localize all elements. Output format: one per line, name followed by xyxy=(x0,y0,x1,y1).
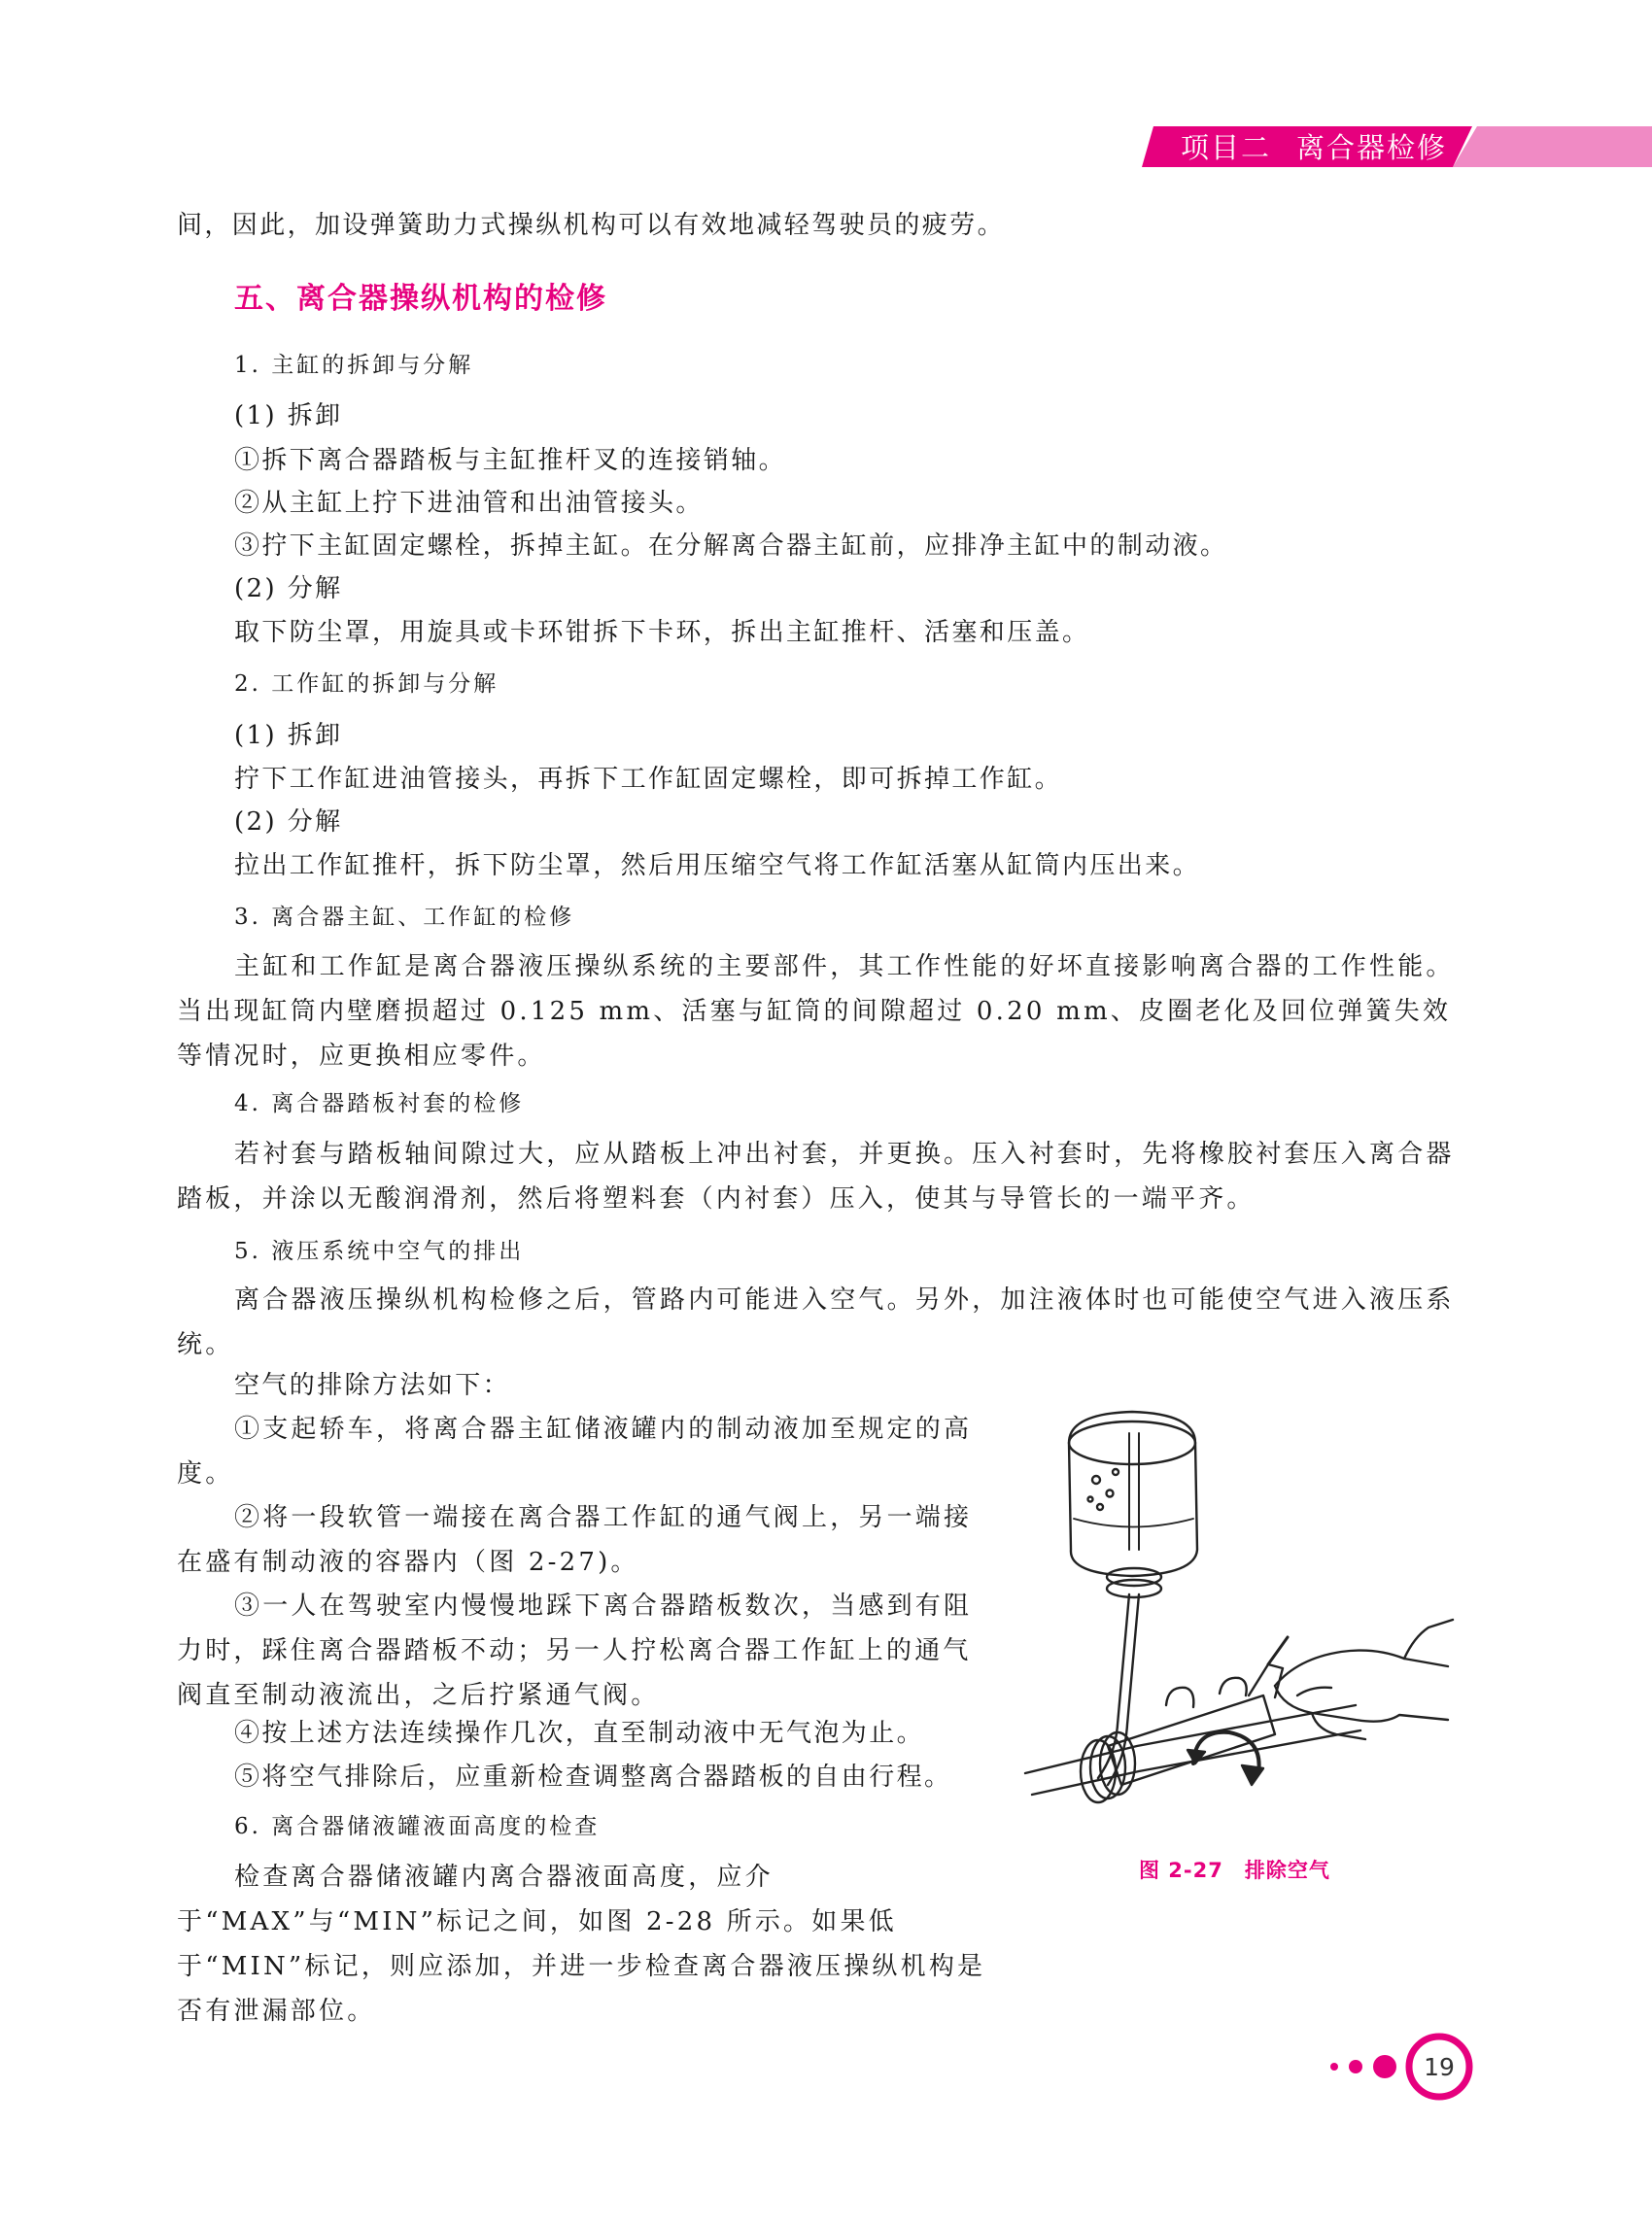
s2-sub1: (1) 拆卸 xyxy=(234,721,343,750)
bleeding-air-illustration xyxy=(1020,1404,1458,1836)
chapter-label: 项目二 xyxy=(1181,131,1272,164)
chapter-header-title xyxy=(1181,128,1447,167)
s3-heading: 3. 离合器主缸、工作缸的检修 xyxy=(234,905,575,930)
section-title: 五、离合器操纵机构的检修 xyxy=(234,282,607,316)
s1-sub2: (2) 分解 xyxy=(234,574,343,603)
s1-heading: 1. 主缸的拆卸与分解 xyxy=(234,353,474,378)
s6-heading: 6. 离合器储液罐液面高度的检查 xyxy=(234,1814,601,1839)
s1-step2: ②从主缸上拧下进油管和出油管接头。 xyxy=(234,489,704,518)
s1-step3: ③拧下主缸固定螺栓，拆掉主缸。在分解离合器主缸前，应排净主缸中的制动液。 xyxy=(234,531,1228,561)
s3-paragraph: 主缸和工作缸是离合器液压操纵系统的主要部件，其工作性能的好坏直接影响离合器的工作性能。当出现缸筒内壁磨损超过 0.125 mm、活塞与缸筒的间隙超过 0.20 mm、皮圈老化及回位弹簧失效等情况时，应更换相应零件。 xyxy=(177,952,1455,1071)
s5-step4: ④按上述方法连续操作几次，直至制动液中无气泡为止。 xyxy=(234,1719,925,1748)
s5-step5: ⑤将空气排除后，应重新检查调整离合器踏板的自由行程。 xyxy=(234,1763,952,1792)
s5-intro: 空气的排除方法如下： xyxy=(234,1371,511,1400)
s4-heading: 4. 离合器踏板衬套的检修 xyxy=(234,1091,525,1116)
s1-sub1: (1) 拆卸 xyxy=(234,401,343,430)
s6-paragraph: 检查离合器储液罐内离合器液面高度，应介于“MAX”与“MIN”标记之间，如图 2-28 所示。如果低于“MIN”标记，则应添加，并进一步检查离合器液压操纵机构是否有泄漏部位。 xyxy=(177,1863,986,2026)
figure-caption: 图 2-27 排除空气 xyxy=(1139,1859,1330,1882)
s5-step3: ③一人在驾驶室内慢慢地踩下离合器踏板数次，当感到有阻力时，踩住离合器踏板不动；另一人拧松离合器工作缸上的通气阀直至制动液流出，之后拧紧通气阀。 xyxy=(177,1592,973,1710)
intro-line: 间，因此，加设弹簧助力式操纵机构可以有效地减轻驾驶员的疲劳。 xyxy=(177,211,1006,240)
page-number: 19 xyxy=(1424,2053,1455,2081)
s4-paragraph: 若衬套与踏板轴间隙过大，应从踏板上冲出衬套，并更换。压入衬套时，先将橡胶衬套压入离合器踏板，并涂以无酸润滑剂，然后将塑料套（内衬套）压入，使其与导管长的一端平齐。 xyxy=(177,1140,1455,1214)
s5-heading: 5. 液压系统中空气的排出 xyxy=(234,1239,525,1264)
s2-heading: 2. 工作缸的拆卸与分解 xyxy=(234,671,499,697)
s1-step1: ①拆下离合器踏板与主缸推杆叉的连接销轴。 xyxy=(234,446,787,475)
s2-sub2: (2) 分解 xyxy=(234,807,343,837)
s5-paragraph: 离合器液压操纵机构检修之后，管路内可能进入空气。另外，加注液体时也可能使空气进入液压系统。 xyxy=(177,1285,1455,1359)
s5-step2: ②将一段软管一端接在离合器工作缸的通气阀上，另一端接在盛有制动液的容器内（图 2-27)。 xyxy=(177,1503,973,1577)
s5-step1: ①支起轿车，将离合器主缸储液罐内的制动液加至规定的高度。 xyxy=(177,1415,973,1489)
s1-text: 取下防尘罩，用旋具或卡环钳拆下卡环，拆出主缸推杆、活塞和压盖。 xyxy=(234,618,1090,647)
chapter-title: 离合器检修 xyxy=(1296,131,1448,164)
s2-text1: 拧下工作缸进油管接头，再拆下工作缸固定螺栓，即可拆掉工作缸。 xyxy=(234,765,1063,794)
s2-text2: 拉出工作缸推杆，拆下防尘罩，然后用压缩空气将工作缸活塞从缸筒内压出来。 xyxy=(234,851,1201,880)
